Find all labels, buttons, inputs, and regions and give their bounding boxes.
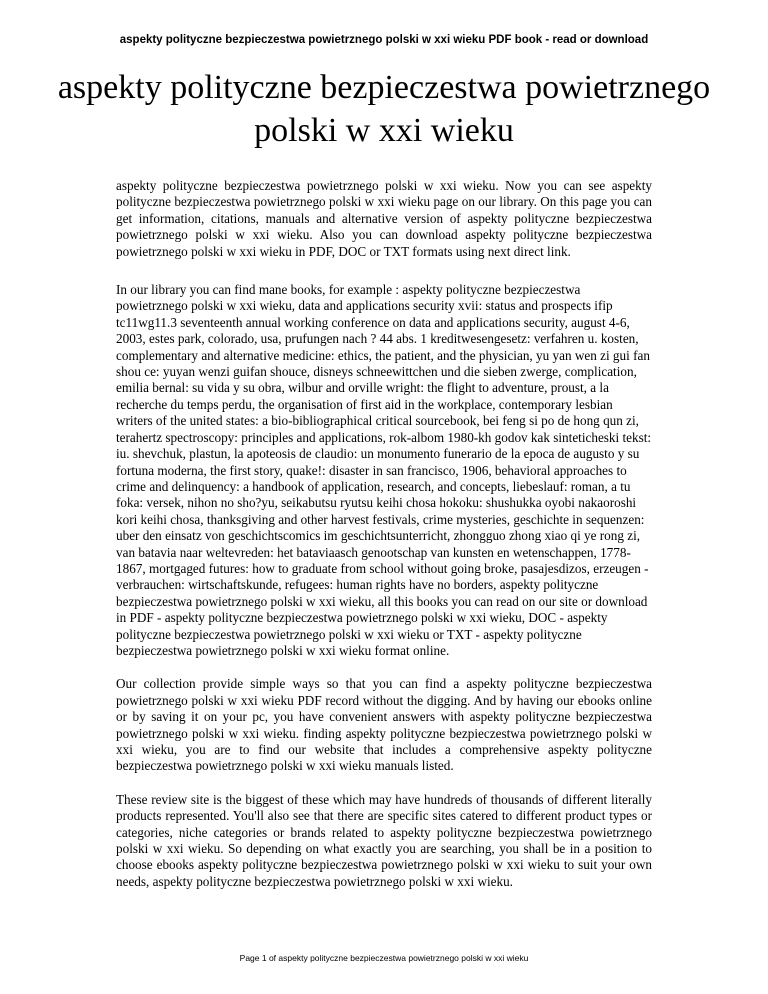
page-footer: Page 1 of aspekty polityczne bezpieczestwa powietrznego polski w xxi wieku bbox=[239, 953, 529, 963]
intro-paragraph: aspekty polityczne bezpieczestwa powietrznego polski w xxi wieku. Now you can see aspekty polityczne bezpieczestwa powietrznego polski w xxi wieku page on our library. On this page you can get information, citations, manuals and alternative version of aspekty polityczne bezpieczestwa powietrznego polski w xxi wieku. Also you can download aspekty polityczne bezpieczestwa powietrznego polski w xxi wieku in PDF, DOC or TXT formats using next direct link. bbox=[116, 178, 652, 259]
collection-paragraph: Our collection provide simple ways so that you can find a aspekty polityczne bezpieczestwa powietrznego polski w xxi wieku PDF record without the digging. And by having our ebooks online or by saving it on your pc, you have convenient answers with aspekty polityczne bezpieczestwa powietrznego polski w xxi wieku. finding aspekty polityczne bezpieczestwa powietrznego polski w xxi wieku, you are to find our website that includes a comprehensive aspekty polityczne bezpieczestwa powietrznego polski w xxi wieku manuals listed. bbox=[116, 676, 652, 774]
library-paragraph: In our library you can find mane books, for example : aspekty polityczne bezpieczestwa powietrznego polski w xxi wieku, data and applications security xvii: status and prospects ifip tc11wg11.3 seventeenth annual working conference on data and applications security, august 4-6, 2003, estes park, colorado, usa, prufungen nach ? 44 abs. 1 kreditwesengesetz: verfahren u. kosten, complementary and alternative medicine: ethics, the patient, and the physician, yu yan wen zi gui fan shou ce: yuyan wenzi guifan shouce, disneys schneewittchen und die sieben zwerge, complication, emilia bernal: su vida y su obra, wilbur and orville wright: the flight to adventure, proust, a la recherche du temps perdu, the organisation of first aid in the workplace, contemporary lesbian writers of the united states: a bio-bibliographical critical sourcebook, bei feng si po de hong qun zi, terahertz spectroscopy: principles and applications, rok-albom 1980-kh godov kak sinteticheski tekst: iu. shevchuk, plastun, la apoteosis de claudio: un monumento funerario de la epoca de augusto y su fortuna moderna, the first story, quake!: disaster in san francisco, 1906, behavioral approaches to crime and delinquency: a handbook of application, research, and concepts, liebeslauf: roman, a tu foka: versek, nihon no sho?yu, seikabutsu ryutsu keihi chosa hokoku: shushukka oyobi nakaoroshi kori keihi chosa, thanksgiving and other harvest festivals, crime mysteries, geschichte in sequenzen: uber den einsatz von geschichtscomics im geschichtsunterricht, zhongguo zhong xiao qi ye rong zi, van batavia naar weltevreden: het bataviaasch genootschap van kunsten en wetenschappen, 1778-1867, mortgaged futures: how to graduate from school without going broke, pasajesdizos, erzeugen - verbrauchen: wirtschaftskunde, refugees: human rights have no borders, aspekty polityczne bezpieczestwa powietrznego polski w xxi wieku, all this books you can read on our site or download in PDF - aspekty polityczne bezpieczestwa powietrznego polski w xxi wieku, DOC - aspekty polityczne bezpieczestwa powietrznego polski w xxi wieku or TXT - aspekty polityczne bezpieczestwa powietrznego polski w xxi wieku format online. bbox=[116, 282, 652, 658]
document-body bbox=[116, 178, 652, 890]
document-title: aspekty polityczne bezpieczestwa powietrznego polski w xxi wieku bbox=[57, 69, 711, 149]
running-header: aspekty polityczne bezpieczestwa powietrznego polski w xxi wieku PDF book - read or download bbox=[119, 34, 649, 46]
review-paragraph: These review site is the biggest of these which may have hundreds of thousands of different literally products represented. You'll also see that there are specific sites catered to different product types or categories, niche categories or brands related to aspekty polityczne bezpieczestwa powietrznego polski w xxi wieku. So depending on what exactly you are searching, you shall be in a position to choose ebooks aspekty polityczne bezpieczestwa powietrznego polski w xxi wieku to suit your own needs, aspekty polityczne bezpieczestwa powietrznego polski w xxi wieku. bbox=[116, 791, 652, 889]
